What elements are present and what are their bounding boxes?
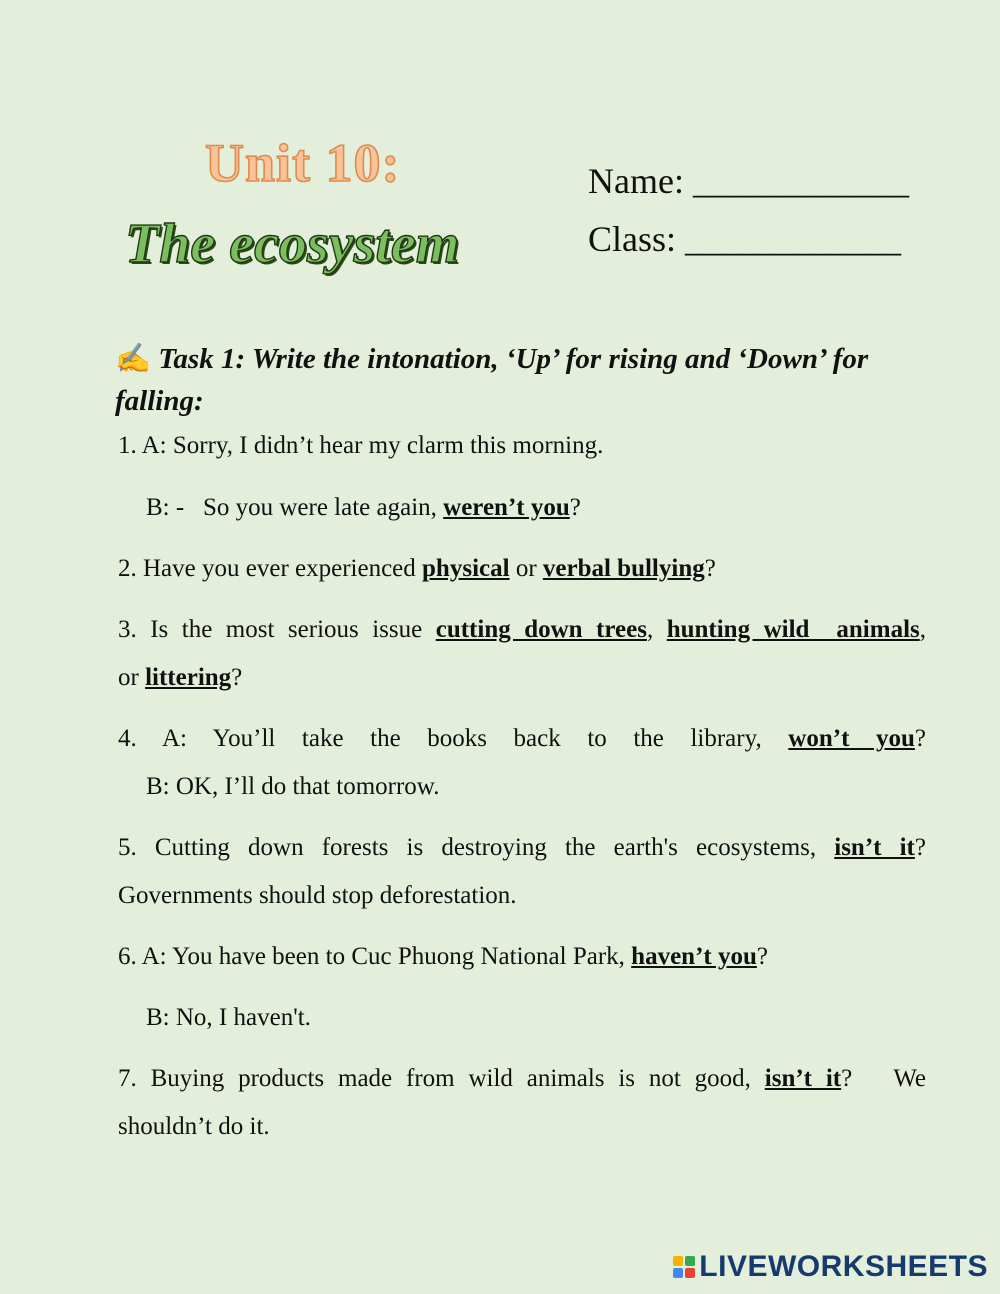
q1-answer: weren’t you (443, 494, 570, 521)
q3-post: ? (231, 664, 243, 691)
logo-square-4 (685, 1268, 695, 1278)
question-3-line-1 (118, 606, 926, 654)
liveworksheets-logo[interactable] (673, 1250, 988, 1284)
q5-answer: isn’t it (834, 834, 915, 861)
q6-a-post: ? (756, 943, 768, 970)
q3-pre: 3. Is the most serious issue (118, 616, 436, 643)
q6-answer: haven’t you (631, 943, 757, 970)
question-4-line-a (118, 715, 926, 763)
q3-sep1: , (646, 616, 667, 643)
question-6-line-b: B: No, I haven't. (146, 1004, 311, 1031)
q3-sep2: , (919, 616, 926, 643)
q1-post: ? (569, 494, 581, 521)
question-5-line-2: Governments should stop deforestation. (118, 882, 517, 909)
logo-square-2 (685, 1256, 695, 1266)
q3-answer-2: hunting wild animals (666, 616, 920, 643)
question-7-line-2: shouldn’t do it. (118, 1113, 270, 1140)
q7-pre: 7. Buying products made from wild animals is not good, (118, 1065, 765, 1092)
q2-answer-1: physical (422, 555, 510, 582)
q2-pre: 2. Have you ever experienced (118, 555, 423, 582)
name-field[interactable]: Name: ____________ (588, 161, 909, 201)
q3-line2-pre: or (118, 664, 146, 691)
q5-post: ? (914, 834, 926, 861)
task-text: Task 1: Write the intonation, ‘Up’ for rising and ‘Down’ for falling: (115, 343, 869, 417)
logo-square-3 (673, 1268, 683, 1278)
q4-answer: won’t you (788, 725, 915, 752)
task-instruction (115, 338, 935, 422)
q5-pre: 5. Cutting down forests is destroying the earth's ecosystems, (118, 834, 835, 861)
writing-hand-icon: ✍ (115, 343, 152, 375)
q1-b-text: B: - So you were late again, (146, 494, 444, 521)
topic-title: The ecosystem (125, 213, 460, 275)
q6-a-pre: 6. A: You have been to Cuc Phuong National Park, (118, 943, 632, 970)
question-6-line-a (118, 933, 926, 981)
question-4-line-b: B: OK, I’ll do that tomorrow. (146, 773, 440, 800)
question-1-line-a: 1. A: Sorry, I didn’t hear my clarm this morning. (118, 432, 604, 459)
q7-answer: isn’t it (764, 1065, 842, 1092)
q4-a-pre: 4. A: You’ll take the books back to the library, (118, 725, 789, 752)
q2-post: ? (704, 555, 716, 582)
question-7-line-1 (118, 1055, 926, 1103)
question-5-line-1 (118, 824, 926, 872)
q3-answer-3: littering (145, 664, 232, 691)
q4-a-post: ? (914, 725, 926, 752)
class-field[interactable]: Class: ____________ (588, 219, 902, 259)
q3-answer-1: cutting down trees (435, 616, 647, 643)
liveworksheets-logo-icon (673, 1256, 695, 1278)
q2-answer-2: verbal bullying (542, 555, 705, 582)
question-2 (118, 545, 926, 593)
question-3-line-2 (118, 654, 926, 702)
q2-mid: or (509, 555, 543, 582)
question-1-line-b (118, 484, 954, 532)
logo-text: LIVEWORKSHEETS (699, 1250, 988, 1283)
logo-square-1 (673, 1256, 683, 1266)
q7-post: ? We (841, 1065, 927, 1092)
unit-title: Unit 10: (205, 133, 401, 193)
